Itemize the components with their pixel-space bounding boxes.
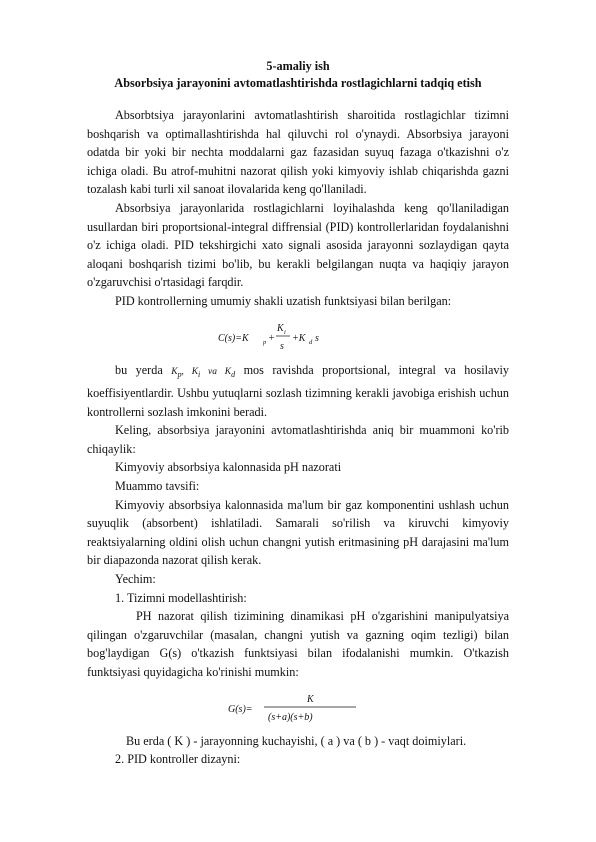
heading-ph-control: Kimyoviy absorbsiya kalonnasida pH nazorati: [115, 460, 342, 475]
page-title: 5-amaliy ish: [266, 59, 330, 73]
heading-solution: Yechim:: [115, 571, 156, 586]
heading-problem: Muammo tavsifi:: [115, 478, 200, 493]
formula1-plus2: +K: [292, 332, 306, 344]
paragraph-5: Keling, absorbsiya jarayonini avtomatlashtirishda aniq bir muammoni ko'rib chiqaylik:: [87, 423, 509, 456]
formula1-kp-sub: p: [263, 338, 267, 346]
coefficient-symbols: $K_p$, $K_i$ va $K_d$: [171, 366, 236, 379]
formula1-den: s: [280, 340, 284, 352]
formula1-lhs: C(s)=K: [218, 332, 249, 344]
p4-suffix: mos ravishda proportsional, integral va hosilaviy koeffisiyentlardir. Ushbu yutuqlarni sozlash tizimning kerakli javobiga erishish uchun kontrollerni sozlash imkonini beradi.: [87, 362, 509, 419]
page-subtitle: Absorbsiya jarayonini avtomatlashtirishda rostlagichlarni tadqiq etish: [114, 76, 482, 90]
formula1-kd-sub: d: [309, 338, 313, 346]
spacer: [87, 92, 509, 106]
paragraph-3: PID kontrollerning umumiy shakli uzatish funktsiyasi bilan berilgan:: [115, 293, 452, 308]
pid-formula: [87, 317, 509, 357]
formula2-lhs: G(s)=: [228, 703, 253, 715]
step-2-heading: 2. PID kontroller dizayni:: [115, 752, 241, 767]
step-1-heading: 1. Tizimni modellashtirish:: [115, 590, 247, 605]
formula1-num: K: [277, 322, 284, 334]
formula1-plus1: +: [268, 332, 275, 344]
transfer-function-formula: [87, 688, 509, 728]
formula1-tail: s: [315, 332, 319, 344]
pid-formula-svg: [218, 317, 378, 355]
formula2-den: (s+a)(s+b): [268, 711, 313, 723]
paragraph-7: PH nazorat qilish tizimining dinamikasi pH o'zgarishini manipulyatsiya qilingan o'zgaruvchilar (masalan, changni yutish va gazning oqim tezligi) bilan bog'laydigan G(s) o'tkazish funktsiyasi bilan ifodalanishi mumkin. O'tkazish funktsiyasi quyidagicha ko'rinishi mumkin:: [87, 609, 509, 679]
paragraph-6: Kimyoviy absorbsiya kalonnasida ma'lum bir gaz komponentini ushlash uchun suyuqlik (absorbent) ishlatiladi. Samarali so'rilish va kiruvchi kimyoviy reaktsiyalarning oldini olish uchun changni yutish eritmasining pH darajasini ma'lum bir diapazonda nazorat qilish kerak.: [87, 497, 509, 568]
formula2-num: K: [307, 693, 314, 705]
p4-prefix: bu yerda: [115, 362, 163, 377]
transfer-formula-svg: [228, 688, 368, 726]
paragraph-4: [87, 361, 509, 422]
paragraph-1: Absorbtsiya jarayonlarini avtomatlashtirish sharoitida rostlagichlar tizimni boshqarish va optimallashtirishda hal qiluvchi rol o'ynaydi. Absorbsiya jarayoni odatda bir yoki bir nechta moddalarni gaz fazasidan suyuq fazaga o'tkazishni o'z ichiga oladi. Bu atrof-muhitni nazorat qilish yoki kimyoviy ishlab chiqarishda gazni tozalash kabi turli xil sanoat ilovalarida keng qo'llaniladi.: [87, 108, 509, 197]
paragraph-8: Bu erda ( K ) - jarayonning kuchayishi, ( a ) va ( b ) - vaqt doimiylari.: [126, 733, 467, 748]
paragraph-2: Absorbsiya jarayonlarida rostlagichlarni loyihalashda keng qo'llaniladigan usullardan biri proportsional-integral diffrensial (PID) kontrollerlaridan foydalanishni o'z ichiga oladi. PID tekshirgichi xato signali asosida jarayonni sozlaydigan qayta aloqani boshqarish tizimi bo'lib, bu kerakli belgilangan nuqta va haqiqiy jarayon o'zgaruvchisi o'rtasidagi farqdir.: [87, 200, 509, 290]
formula1-num-sub: i: [284, 328, 286, 336]
